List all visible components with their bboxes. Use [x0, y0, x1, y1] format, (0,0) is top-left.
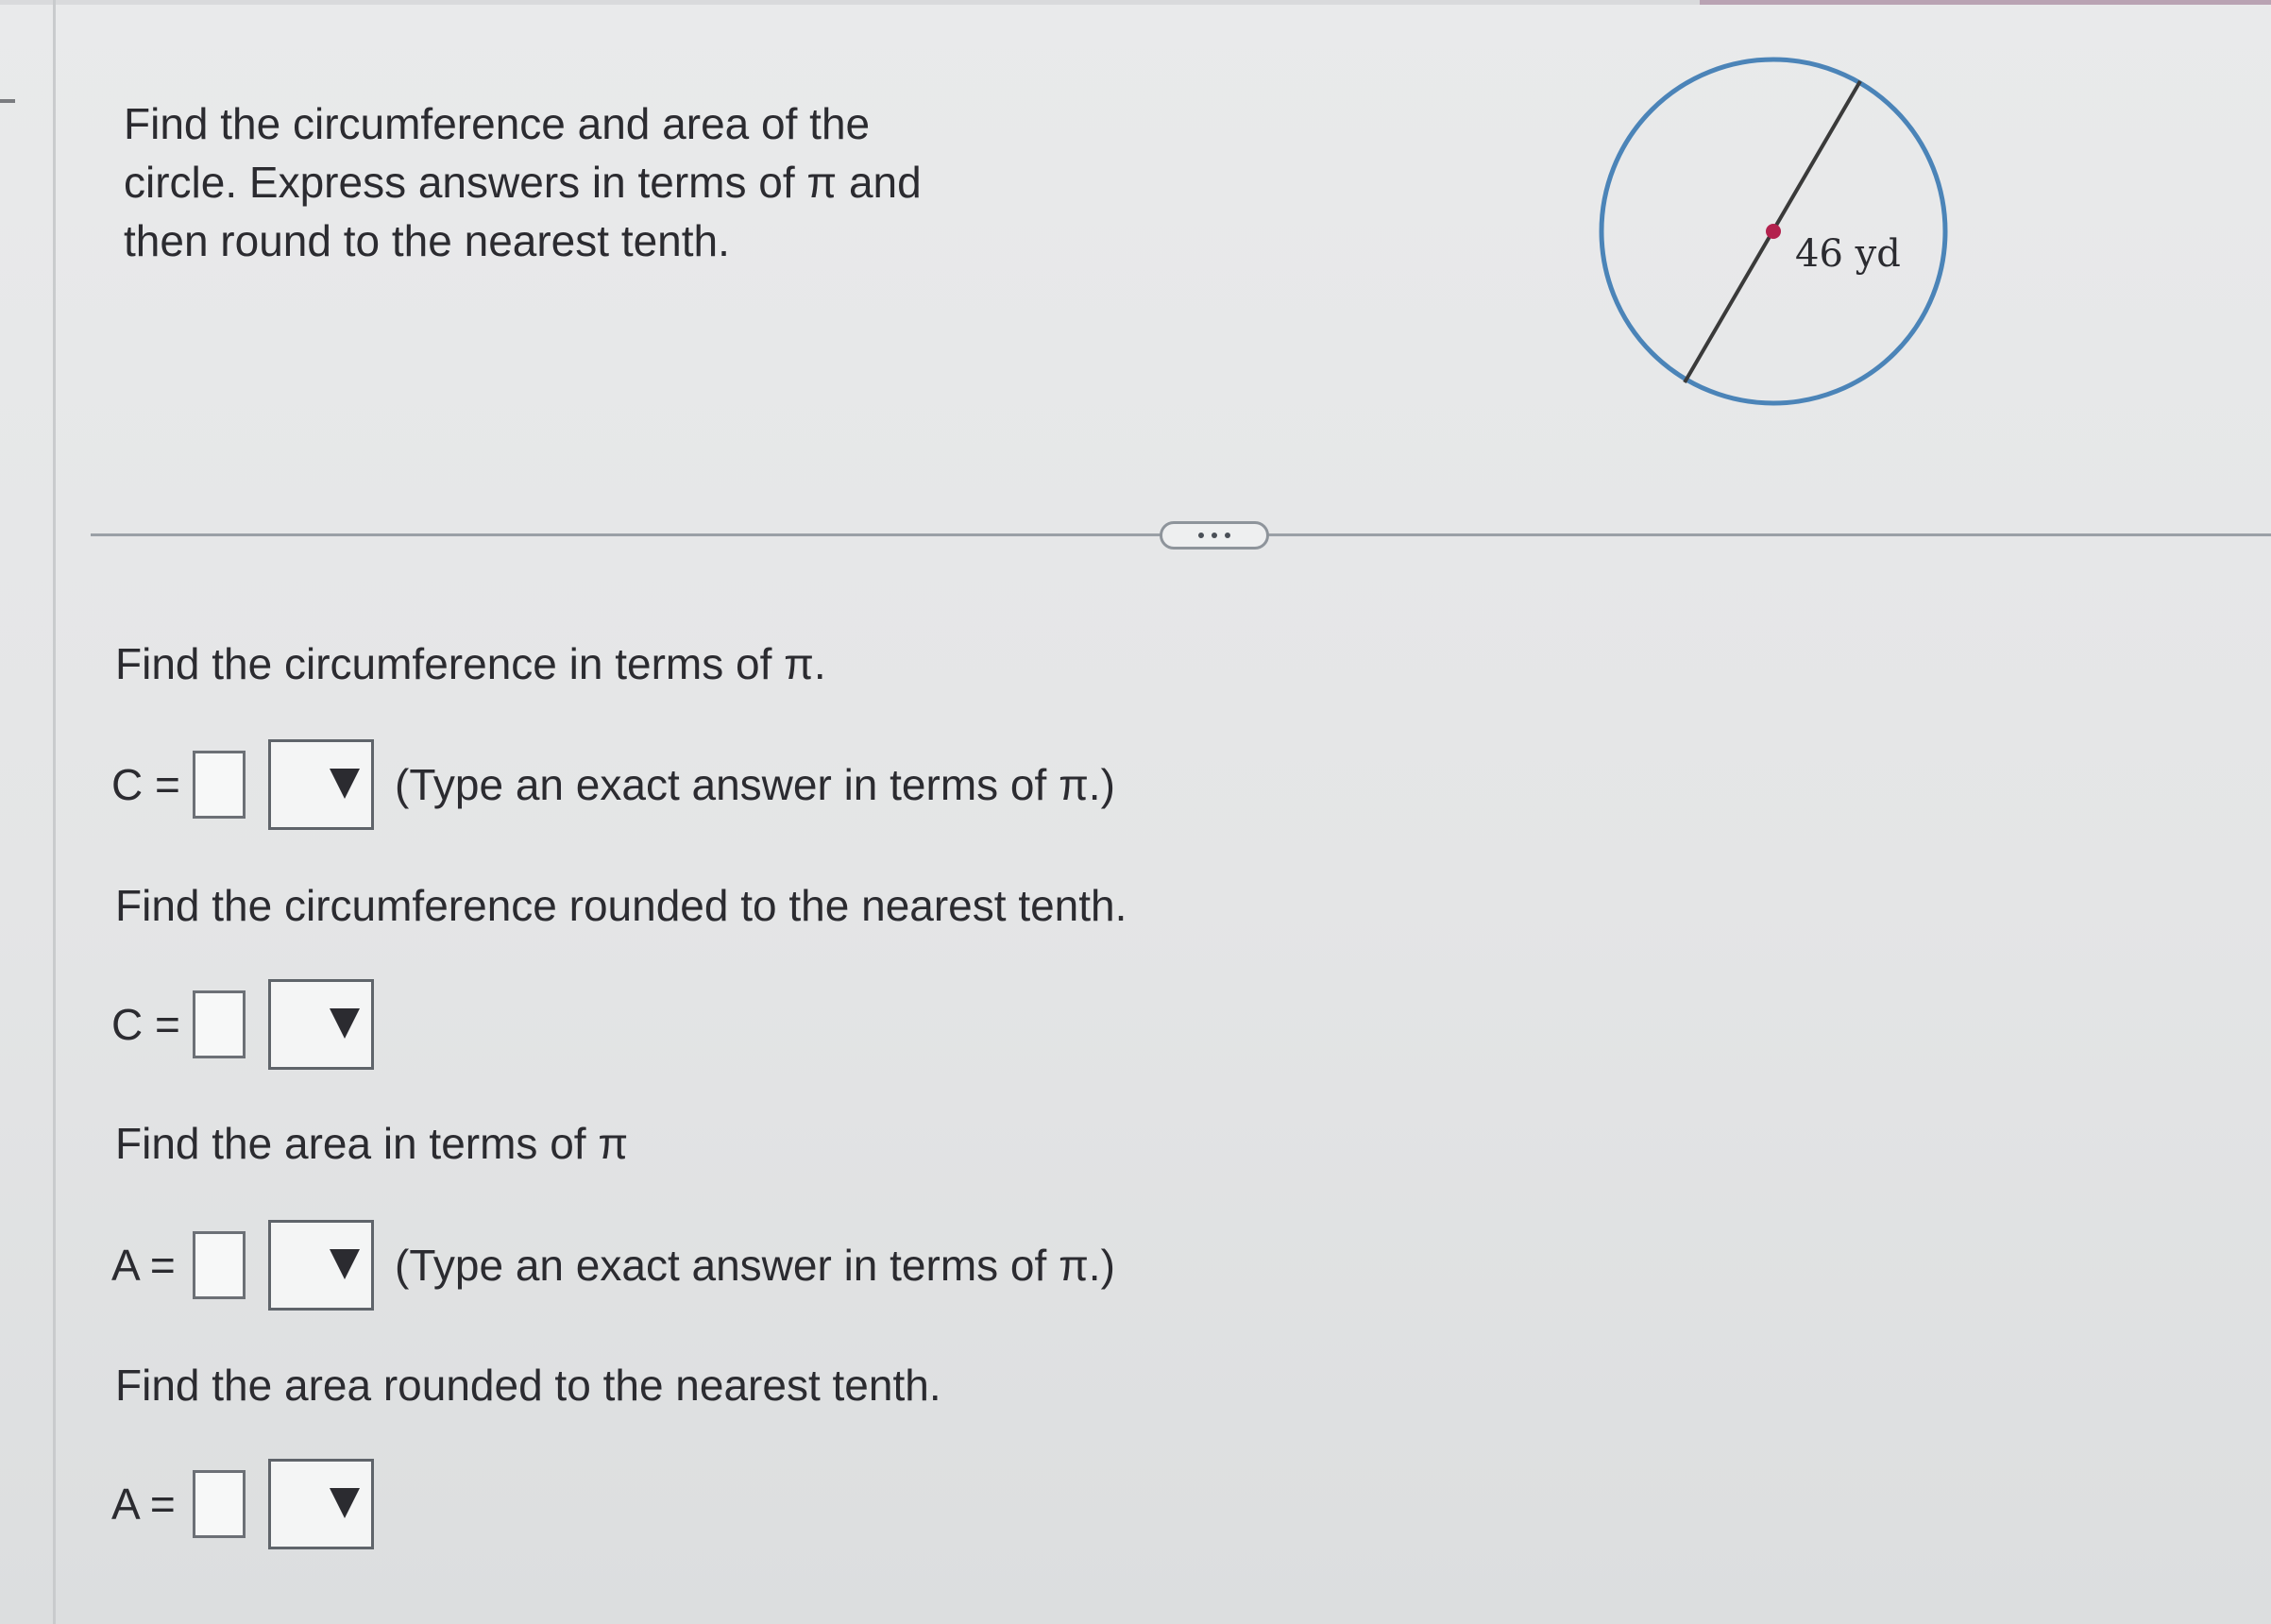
prompt-line-3: then round to the nearest tenth.: [124, 216, 730, 265]
dropdown-arrow-icon: [330, 1008, 360, 1039]
window-top-strip: [0, 0, 2271, 5]
left-edge-marker: [0, 99, 15, 103]
part-4-answer-row: [111, 1457, 374, 1551]
part-2-answer-row: [111, 977, 374, 1072]
expand-more-button[interactable]: [1160, 521, 1269, 550]
problem-prompt: [124, 94, 1021, 270]
center-point: [1766, 224, 1781, 239]
answer-label: A =: [111, 1480, 176, 1529]
units-dropdown[interactable]: [268, 739, 374, 830]
circumference-exact-input[interactable]: [193, 751, 246, 819]
dot-icon: [1198, 533, 1204, 538]
part-2-heading: Find the circumference rounded to the nearest tenth.: [115, 881, 1127, 930]
answer-label: C =: [111, 1000, 180, 1049]
part-3-answer-row: [111, 1218, 1115, 1312]
part-1-heading: Find the circumference in terms of π.: [115, 639, 826, 688]
area-rounded-input[interactable]: [193, 1470, 246, 1538]
left-border: [53, 0, 56, 1624]
dot-icon: [1225, 533, 1230, 538]
dropdown-arrow-icon: [330, 1488, 360, 1518]
answer-label: A =: [111, 1241, 176, 1290]
units-dropdown[interactable]: [268, 979, 374, 1070]
prompt-line-2: circle. Express answers in terms of π and: [124, 158, 922, 207]
units-dropdown[interactable]: [268, 1459, 374, 1549]
part-4-heading: Find the area rounded to the nearest tenth.: [115, 1361, 941, 1410]
dropdown-arrow-icon: [330, 769, 360, 799]
circle-figure: [1586, 47, 1964, 425]
answer-hint: (Type an exact answer in terms of π.): [395, 760, 1115, 809]
part-1-answer-row: [111, 737, 1115, 832]
dropdown-arrow-icon: [330, 1249, 360, 1279]
circumference-rounded-input[interactable]: [193, 990, 246, 1058]
area-exact-input[interactable]: [193, 1231, 246, 1299]
part-3-heading: Find the area in terms of π: [115, 1119, 629, 1168]
diameter-label: 46 yd: [1795, 232, 1901, 276]
units-dropdown[interactable]: [268, 1220, 374, 1311]
answer-hint: (Type an exact answer in terms of π.): [395, 1241, 1115, 1290]
prompt-line-1: Find the circumference and area of the: [124, 99, 871, 148]
dot-icon: [1212, 533, 1217, 538]
answer-label: C =: [111, 760, 180, 809]
top-accent-bar: [1700, 0, 2271, 5]
